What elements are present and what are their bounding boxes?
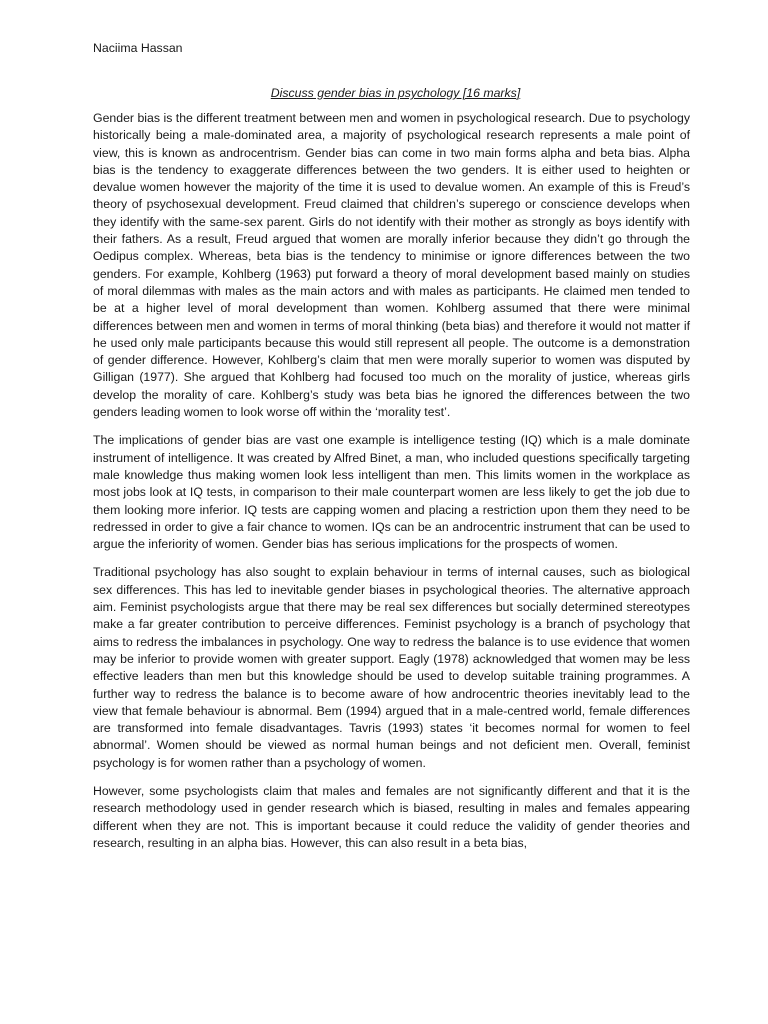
paragraph-3: Traditional psychology has also sought to explain behaviour in terms of internal causes, such as biological sex differences. This has led to inevitable gender biases in psychological theories. The alternative approach aim. Feminist psychologists argue that there may be real sex differences but socially determined stereotypes make a far greater contribution to perceive differences. Feminist psychology is a branch of psychology that aims to redress the imbalances in psychology. One way to redress the balance is to use evidence that women may be inferior to provide women with greater support. Eagly (1978) acknowledged that women may be less effective leaders than men but this knowledge should be used to develop suitable training programmes. A further way to redress the balance is to become aware of how androcentric theories inevitably lead to the view that female behaviour is abnormal. Bem (1994) argued that in a male-centred world, female differences are transformed into female disadvantages. Tavris (1993) states ‘it becomes normal for women to feel abnormal’. Women should be viewed as normal human beings and not deficient men. Overall, feminist psychology is for women rather than a psychology of women. <box>93 565 690 770</box>
paragraph-2: The implications of gender bias are vast one example is intelligence testing (IQ) which is a male dominate instrument of intelligence. It was created by Alfred Binet, a man, who included questions specifically targeting male knowledge thus making women look less intelligent than men. This limits women in the workplace as most jobs look at IQ tests, in comparison to their male counterpart women are less likely to get the job due to them looking more inferior. IQ tests are capping women and placing a restriction upon them they need to be redressed in order to give a fair chance to women. IQs can be an androcentric instrument that can be used to argue the inferiority of women. Gender bias has serious implications for the prospects of women. <box>93 433 690 552</box>
paragraph-4: However, some psychologists claim that males and females are not significantly different and that it is the research methodology used in gender research which is biased, resulting in males and females appearing different when they are not. This is important because it could reduce the validity of gender theories and research, resulting in an alpha bias. However, this can also result in a beta bias, <box>93 783 690 850</box>
paragraph-1: Gender bias is the different treatment between men and women in psychological research. Due to psychology historically being a male-dominated area, a majority of psychological research represents a male point of view, this is known as androcentrism. Gender bias can come in two main forms alpha and beta bias. Alpha bias is the tendency to exaggerate differences between the two genders. It is either used to heighten or devalue women however the majority of the time it is used to devalue women. An example of this is Freud’s theory of psychosexual development. Freud claimed that children’s superego or conscience develops when they identify with the same-sex parent. Girls do not identify with their mother as strongly as boys identify with their fathers. As a result, Freud argued that women are morally inferior because they didn’t go through the Oedipus complex. Whereas, beta bias is the tendency to minimise or ignore differences between the two genders. For example, Kohlberg (1963) put forward a theory of moral development based mainly on studies of moral dilemmas with males as the main actors and with males as participants. He claimed men tended to be at a higher level of moral development than women. Kohlberg assumed that there were minimal differences between men and women in terms of moral thinking (beta bias) and therefore it would not matter if he used only male participants because this would still represent all people. The outcome is a demonstration of gender difference. However, Kohlberg’s claim that men were morally superior to women was disputed by Gilligan (1977). She argued that Kohlberg had focused too much on the morality of justice, whereas girls develop the morality of care. Kohlberg’s study was beta bias he ignored the differences between the two genders leading women to look worse off within the ‘morality test’. <box>93 111 690 420</box>
author-name: Naciima Hassan <box>93 41 183 55</box>
essay-title: Discuss gender bias in psychology [16 marks] <box>270 86 521 100</box>
